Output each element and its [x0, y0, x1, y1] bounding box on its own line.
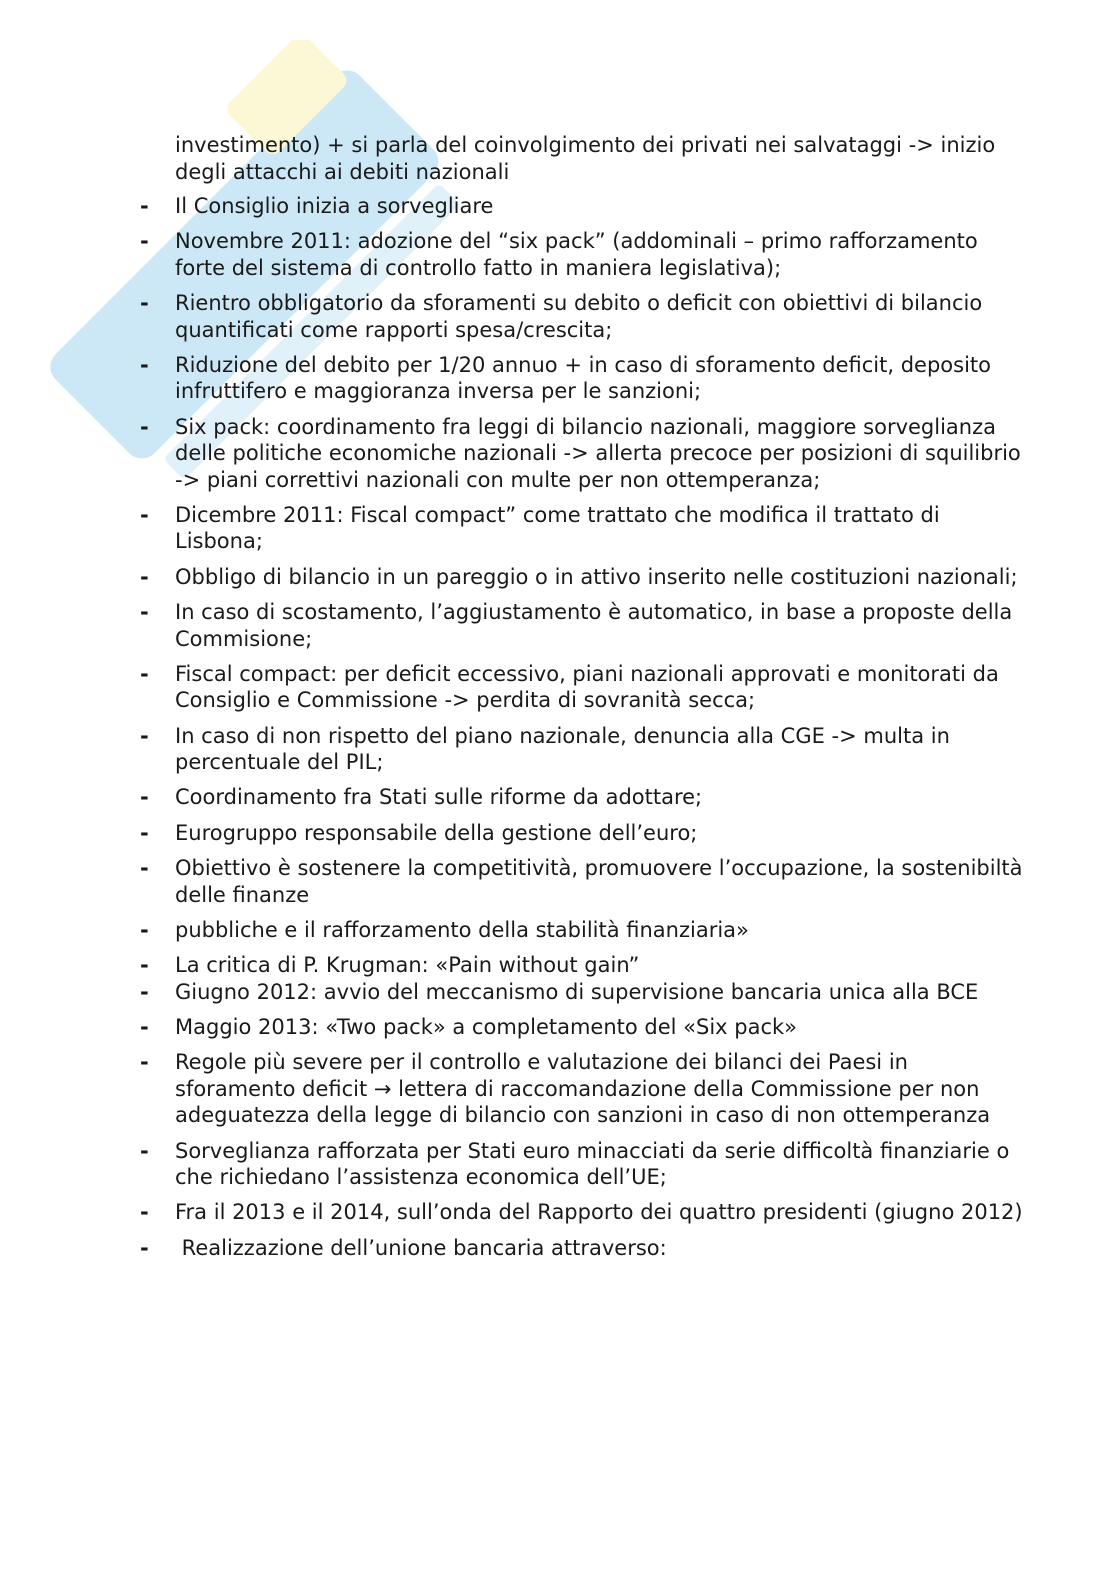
list-item-text: Maggio 2013: «Two pack» a completamento del «Six pack» [175, 1014, 798, 1039]
list-item [0, 193, 1116, 220]
list-item-text: In caso di scostamento, l’aggiustamento è automatico, in base a proposte della Commisione; [175, 600, 1013, 651]
list-item-text: Riduzione del debito per 1/20 annuo + in caso di sforamento deficit, deposito infruttifero e maggioranza inversa per le sanzioni; [175, 352, 991, 404]
list-item-text: Fiscal compact: per deficit eccessivo, piani nazionali approvati e monitorati da Consiglio e Commissione -> perdita di sovranità secca; [175, 661, 999, 713]
list-item [0, 952, 1116, 979]
list-item [0, 979, 1116, 1006]
bullet-dash: - [140, 1050, 149, 1075]
list-item-text: Novembre 2011: adozione del “six pack” (addominali – primo rafforzamento forte del sistema di controllo fatto in maniera legislativa); [175, 229, 978, 280]
list-item [0, 228, 1116, 281]
list-item-text: Six pack: coordinamento fra leggi di bilancio nazionali, maggiore sorveglianza delle politiche economiche nazionali -> allerta precoce per posizioni di squilibrio -> piani correttivi nazionali con multe per non ottemperanza; [175, 414, 1021, 492]
bullet-dash: - [140, 502, 149, 527]
list-item [0, 723, 1116, 776]
list-item-text: Obbligo di bilancio in un pareggio o in attivo inserito nelle costituzioni nazionali; [175, 564, 1018, 589]
list-item-text: Realizzazione dell’unione bancaria attraverso: [175, 1235, 667, 1260]
list-item [0, 855, 1116, 908]
list-item-text: In caso di non rispetto del piano nazionale, denuncia alla CGE -> multa in percentuale del PIL; [175, 723, 950, 775]
bullet-dash: - [140, 414, 149, 439]
list-item [0, 1014, 1116, 1041]
list-item [0, 1138, 1116, 1191]
list-item-text: pubbliche e il rafforzamento della stabilità finanziaria» [175, 917, 749, 942]
list-item [0, 290, 1116, 343]
bullet-dash: - [140, 1014, 149, 1039]
bullet-dash: - [140, 600, 149, 625]
list-item [0, 661, 1116, 714]
bullet-dash: - [140, 229, 149, 254]
list-item [0, 564, 1116, 591]
continuation-text: investimento) + si parla del coinvolgimento dei privati nei salvataggi -> inizio degli attacchi ai debiti nazionali [175, 133, 996, 184]
list-item-text: La critica di P. Krugman: «Pain without gain” [175, 953, 640, 978]
bullet-dash: - [140, 917, 149, 942]
list-item-text: Rientro obbligatorio da sforamenti su debito o deficit con obiettivi di bilancio quantificati come rapporti spesa/crescita; [175, 291, 983, 342]
bullet-dash: - [140, 661, 149, 686]
list-item [0, 414, 1116, 494]
list-item-text: Eurogruppo responsabile della gestione dell’euro; [175, 820, 698, 845]
list-item-text: Obiettivo è sostenere la competitività, promuovere l’occupazione, la sostenibiltà delle finanze [175, 856, 1023, 907]
list-item-text: Sorveglianza rafforzata per Stati euro minacciati da serie difficoltà finanziarie o che richiedano l’assistenza economica dell’UE; [175, 1138, 1010, 1190]
list-item [0, 820, 1116, 847]
list-item [0, 352, 1116, 405]
bullet-dash: - [140, 723, 149, 748]
bullet-dash: - [140, 856, 149, 881]
list-item [0, 1199, 1116, 1226]
bullet-dash: - [140, 564, 149, 589]
list-item [0, 917, 1116, 944]
bullet-list [0, 193, 1116, 1270]
list-item [0, 502, 1116, 555]
list-item-text: Dicembre 2011: Fiscal compact” come trattato che modifica il trattato di Lisbona; [175, 502, 940, 554]
bullet-dash: - [140, 820, 149, 845]
list-item [0, 1235, 1116, 1262]
bullet-dash: - [140, 785, 149, 810]
list-item [0, 1049, 1116, 1129]
bullet-dash: - [140, 194, 149, 218]
bullet-dash: - [140, 291, 149, 316]
bullet-dash: - [140, 1235, 149, 1260]
bullet-dash: - [140, 352, 149, 377]
bullet-dash: - [140, 1200, 149, 1225]
list-item-text: Fra il 2013 e il 2014, sull’onda del Rapporto dei quattro presidenti (giugno 2012) [175, 1200, 1023, 1225]
list-item-text: Coordinamento fra Stati sulle riforme da adottare; [175, 785, 703, 810]
list-item-text: Giugno 2012: avvio del meccanismo di supervisione bancaria unica alla BCE [175, 979, 979, 1004]
bullet-dash: - [140, 953, 149, 978]
bullet-dash: - [140, 1138, 149, 1163]
list-item-text: Il Consiglio inizia a sorvegliare [175, 194, 494, 218]
list-item [0, 599, 1116, 652]
list-item [0, 784, 1116, 811]
list-item-text: Regole più severe per il controllo e valutazione dei bilanci dei Paesi in sforamento deficit → lettera di raccomandazione della Commissione per non adeguatezza della legge di bilancio con sanzioni in caso di non ottemperanza [175, 1050, 991, 1128]
bullet-dash: - [140, 979, 149, 1004]
